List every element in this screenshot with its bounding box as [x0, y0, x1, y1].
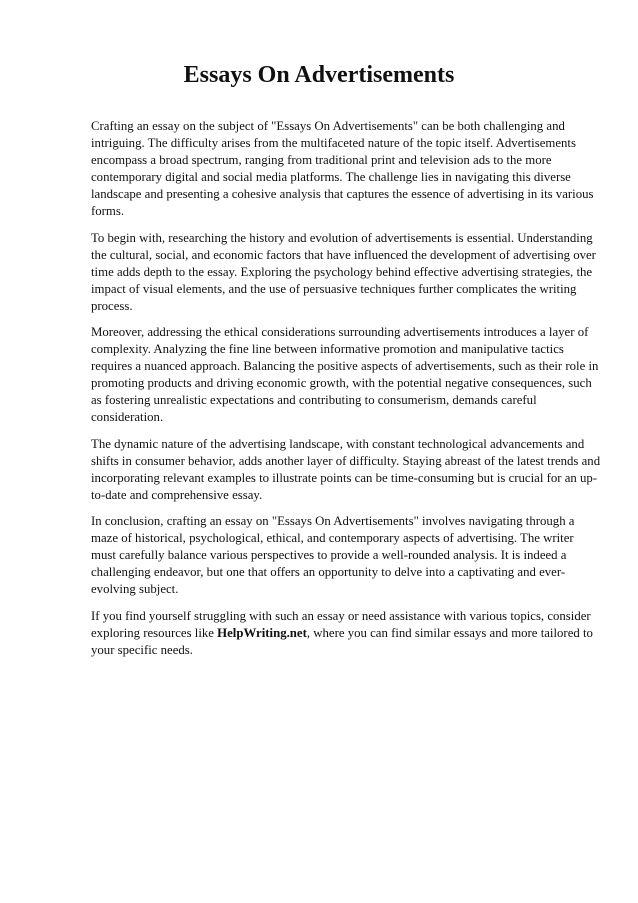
paragraph-4: The dynamic nature of the advertising landscape, with constant technological advancements and shifts in consumer behavior, adds another layer of difficulty. Staying abreast of the latest trends and incorporating relevant examples to illustrate points can be time-consuming but is crucial for an up-to-date and comprehensive essay.	[91, 436, 601, 502]
closing-text-before-link: If you find yourself struggling with such an essay or need assistance with various topics, consider exploring resources like	[91, 608, 591, 640]
paragraph-1: Crafting an essay on the subject of "Essays On Advertisements" can be both challenging and intriguing. The difficulty arises from the multifaceted nature of the topic itself. Advertisements encompass a broad spectrum, ranging from traditional print and television ads to the more contemporary digital and social media platforms. The challenge lies in navigating this diverse landscape and presenting a cohesive analysis that captures the essence of advertising in its various forms.	[91, 119, 594, 218]
paragraph-3: Moreover, addressing the ethical considerations surrounding advertisements introduces a layer of complexity. Analyzing the fine line between informative promotion and manipulative tactics requires a nuanced approach. Balancing the positive aspects of advertisements, such as their role in promoting products and driving economic growth, with the potential negative consequences, such as fostering unrealistic expectations and contributing to consumerism, demands careful consideration.	[91, 325, 599, 424]
helpwriting-link[interactable]: HelpWriting.net	[217, 625, 307, 640]
paragraph-2: To begin with, researching the history and evolution of advertisements is essential. Understanding the cultural, social, and economic factors that have influenced the development of advertising over time adds depth to the essay. Exploring the psychology behind effective advertising strategies, the impact of visual elements, and the use of persuasive techniques further complicates the writing process.	[91, 230, 596, 313]
closing-text-after-link: , where you can find similar essays and more tailored to your specific needs.	[91, 625, 593, 657]
document-body	[91, 118, 601, 668]
closing-paragraph	[91, 608, 601, 659]
paragraph-5: In conclusion, crafting an essay on "Essays On Advertisements" involves navigating through a maze of historical, psychological, ethical, and contemporary aspects of advertising. The writer must carefully balance various perspectives to provide a well-rounded analysis. It is indeed a challenging endeavor, but one that offers an opportunity to delve into a captivating and ever-evolving subject.	[91, 514, 575, 596]
document-title: Essays On Advertisements	[183, 62, 455, 88]
